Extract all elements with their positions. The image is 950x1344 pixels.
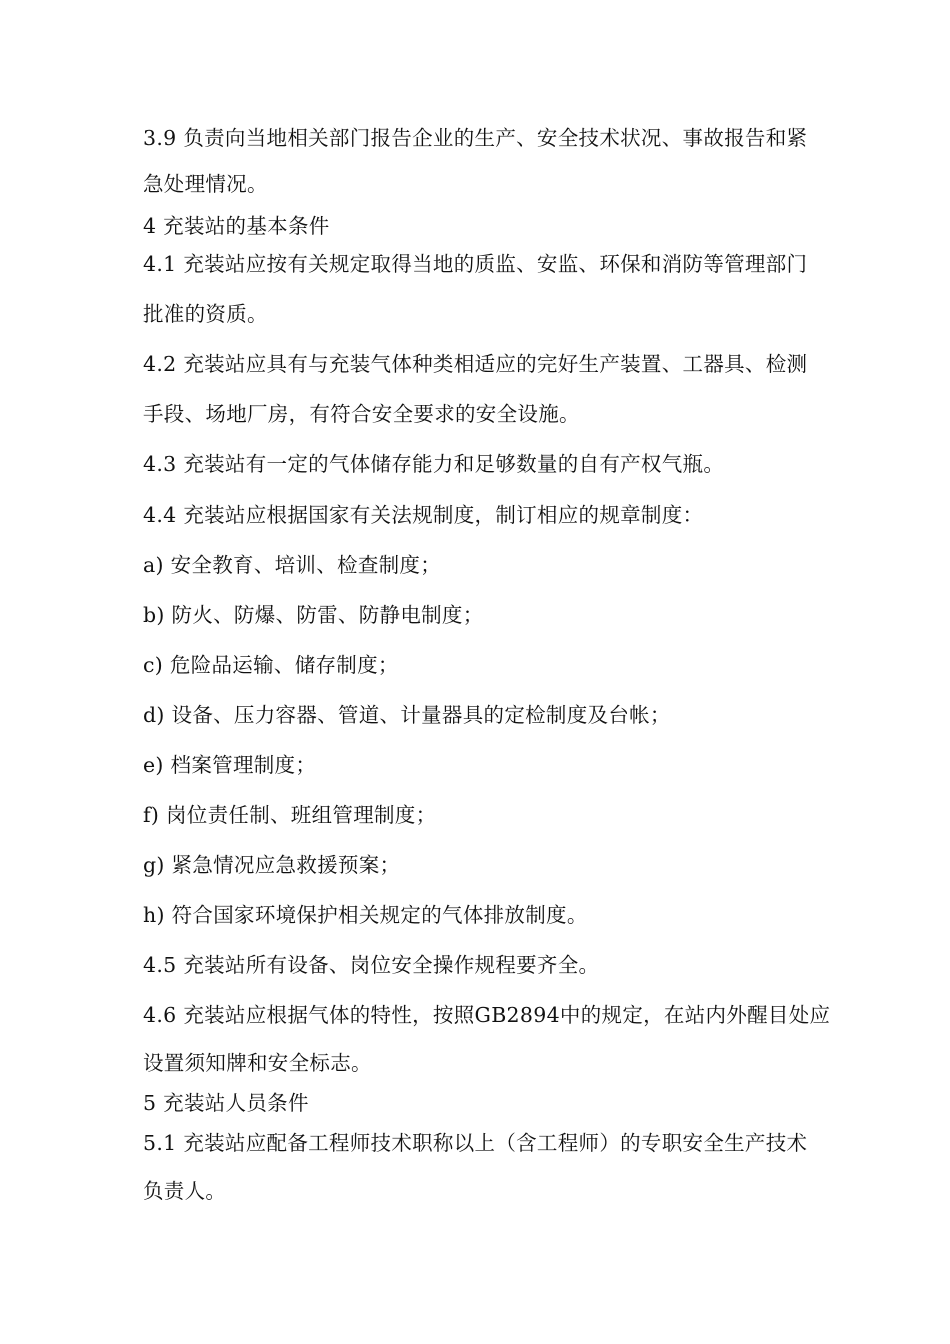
list-item: c) 危险品运输、储存制度； [143,653,399,677]
text-line: 3.9 负责向当地相关部门报告企业的生产、安全技术状况、事故报告和紧 [143,126,808,150]
text-line: 4.1 充装站应按有关规定取得当地的质监、安监、环保和消防等管理部门 [143,252,808,276]
list-item: f) 岗位责任制、班组管理制度； [143,803,437,827]
text-line: 批准的资质。 [143,302,268,326]
text-line: 急处理情况。 [143,172,268,196]
list-item: g) 紧急情况应急救援预案； [143,853,401,877]
text-line: 设置须知牌和安全标志。 [143,1051,372,1075]
list-item: b) 防火、防爆、防雷、防静电制度； [143,603,484,627]
text-line: 4.5 充装站所有设备、岗位安全操作规程要齐全。 [143,953,600,977]
text-line: 5.1 充装站应配备工程师技术职称以上（含工程师）的专职安全生产技术 [143,1131,808,1155]
text-line: 4.3 充装站有一定的气体储存能力和足够数量的自有产权气瓶。 [143,452,725,476]
text-line: 4.4 充装站应根据国家有关法规制度，制订相应的规章制度： [143,503,704,527]
section-heading: 4 充装站的基本条件 [143,214,330,238]
list-item: d) 设备、压力容器、管道、计量器具的定检制度及台帐； [143,703,671,727]
list-item: e) 档案管理制度； [143,753,317,777]
list-item: h) 符合国家环境保护相关规定的气体排放制度。 [143,903,588,927]
section-heading: 5 充装站人员条件 [143,1091,309,1115]
text-line: 手段、场地厂房，有符合安全要求的安全设施。 [143,402,580,426]
list-item: a) 安全教育、培训、检查制度； [143,553,442,577]
text-line: 4.6 充装站应根据气体的特性，按照GB2894中的规定，在站内外醒目处应 [143,1003,831,1027]
text-line: 4.2 充装站应具有与充装气体种类相适应的完好生产装置、工器具、检测 [143,352,808,376]
text-line: 负责人。 [143,1179,227,1203]
